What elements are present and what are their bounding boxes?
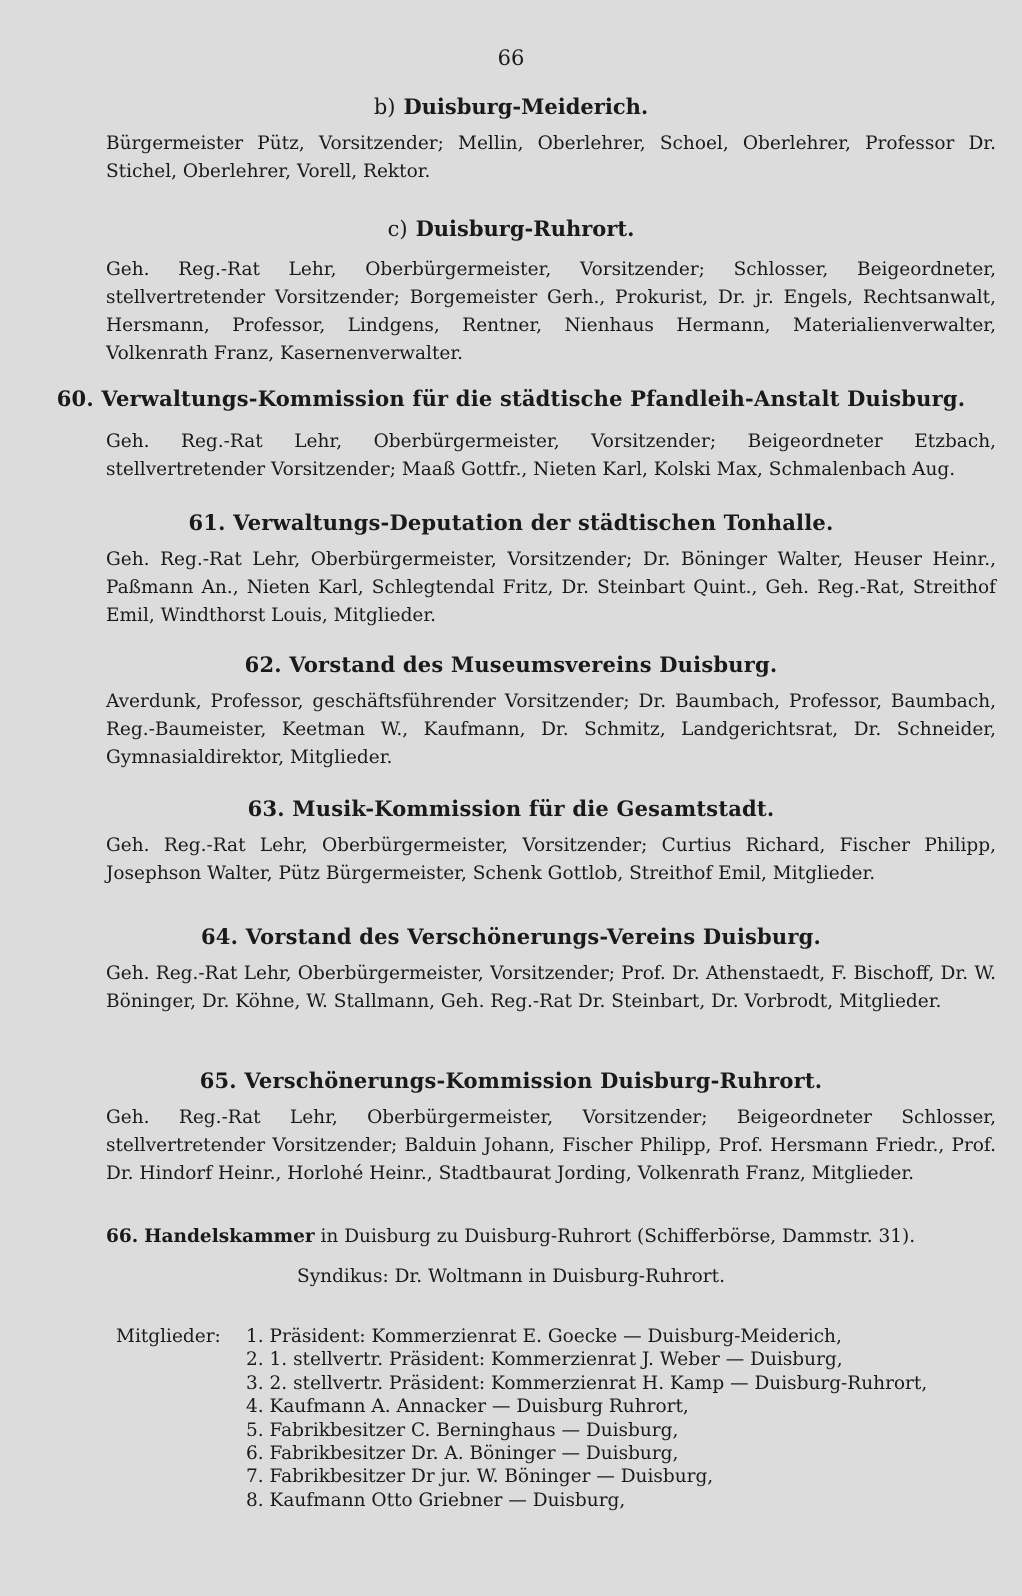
section-66-title: Handelskammer — [144, 1226, 315, 1247]
section-63-text: Geh. Reg.-Rat Lehr, Oberbürgermeister, Vorsitzender; Curtius Richard, Fischer Philipp, Josephson Walter, Pütz Bürgermeister, Schenk Gottlob, Streithof Emil, Mitglieder. — [106, 835, 996, 884]
section-64-title: 64. Vorstand des Verschönerungs-Vereins Duisburg. — [200, 924, 822, 949]
page-number: 66 — [497, 46, 525, 70]
section-65-text: Geh. Reg.-Rat Lehr, Oberbürgermeister, Vorsitzender; Beigeordneter Schlosser, stellvertretender Vorsitzender; Balduin Johann, Fischer Philipp, Prof. Hersmann Friedr., Prof. Dr. Hindorf Heinr., Horlohé Heinr., Stadtbaurat Jording, Volkenrath Franz, Mitglieder. — [106, 1107, 996, 1184]
syndikus-line: Syndikus: Dr. Woltmann in Duisburg-Ruhrort. — [297, 1266, 725, 1287]
section-b-title: Duisburg-Meiderich. — [403, 94, 649, 119]
section-c-text: Geh. Reg.-Rat Lehr, Oberbürgermeister, Vorsitzender; Schlosser, Beigeordneter, stellvertretender Vorsitzender; Borgemeister Gerh., Prokurist, Dr. jr. Engels, Rechtsanwalt, Hersmann, Professor, Lindgens, Rentner, Nienhaus Hermann, Materialienverwalter, Volkenrath Franz, Kasernenverwalter. — [106, 259, 996, 364]
section-62-title: 62. Vorstand des Museumsvereins Duisburg. — [244, 652, 778, 677]
section-c-title: Duisburg-Ruhrort. — [415, 216, 635, 241]
section-60-title: 60. Verwaltungs-Kommission für die städtische Pfandleih-Anstalt Duisburg. — [56, 386, 966, 411]
list-item: 7. Fabrikbesitzer Dr jur. W. Böninger — Duisburg, — [246, 1466, 714, 1488]
section-66-heading — [106, 1226, 915, 1247]
section-66-address: in Duisburg zu Duisburg-Ruhrort (Schifferbörse, Dammstr. 31). — [320, 1226, 916, 1247]
members-label: Mitglieder: — [116, 1326, 221, 1347]
section-65-title: 65. Verschönerungs-Kommission Duisburg-Ruhrort. — [199, 1068, 823, 1093]
section-66-number: 66. — [106, 1226, 139, 1247]
members-list — [246, 1325, 1006, 1512]
list-item: 6. Fabrikbesitzer Dr. A. Böninger — Duisburg, — [246, 1443, 679, 1465]
section-61-text: Geh. Reg.-Rat Lehr, Oberbürgermeister, Vorsitzender; Dr. Böninger Walter, Heuser Heinr., Paßmann An., Nieten Karl, Schlegtendal Fritz, Dr. Steinbart Quint., Geh. Reg.-Rat, Streithof Emil, Windthorst Louis, Mitglieder. — [106, 549, 996, 626]
section-62-text: Averdunk, Professor, geschäftsführender Vorsitzender; Dr. Baumbach, Professor, Baumbach, Reg.-Baumeister, Keetman W., Kaufmann, Dr. Schmitz, Landgerichtsrat, Dr. Schneider, Gymnasialdirektor, Mitglieder. — [106, 691, 996, 768]
section-b-text: Bürgermeister Pütz, Vorsitzender; Mellin, Oberlehrer, Schoel, Oberlehrer, Professor Dr. Stichel, Oberlehrer, Vorell, Rektor. — [106, 133, 996, 182]
list-item: 1. Präsident: Kommerzienrat E. Goecke — Duisburg-Meiderich, — [246, 1326, 842, 1347]
list-item: 4. Kaufmann A. Annacker — Duisburg Ruhrort, — [246, 1396, 689, 1418]
section-64-text: Geh. Reg.-Rat Lehr, Oberbürgermeister, Vorsitzender; Prof. Dr. Athenstaedt, F. Bischoff, Dr. W. Böninger, Dr. Köhne, W. Stallmann, Geh. Reg.-Rat Dr. Steinbart, Dr. Vorbrodt, Mitglieder. — [106, 963, 996, 1012]
list-item: 8. Kaufmann Otto Griebner — Duisburg, — [246, 1489, 626, 1511]
section-60-text: Geh. Reg.-Rat Lehr, Oberbürgermeister, Vorsitzender; Beigeordneter Etzbach, stellvertretender Vorsitzender; Maaß Gottfr., Nieten Karl, Kolski Max, Schmalenbach Aug. — [106, 431, 996, 480]
list-item: 5. Fabrikbesitzer C. Berninghaus — Duisburg, — [246, 1419, 679, 1441]
list-item: 3. 2. stellvertr. Präsident: Kommerzienrat H. Kamp — Duisburg-Ruhrort, — [246, 1372, 928, 1394]
section-b-label: b) — [373, 95, 396, 119]
list-item: 2. 1. stellvertr. Präsident: Kommerzienrat J. Weber — Duisburg, — [246, 1349, 843, 1371]
section-61-title: 61. Verwaltungs-Deputation der städtischen Tonhalle. — [188, 510, 834, 535]
section-63-title: 63. Musik-Kommission für die Gesamtstadt. — [247, 796, 775, 821]
section-c-heading — [0, 216, 1022, 241]
section-c-label: c) — [387, 217, 408, 241]
section-b-heading — [0, 94, 1022, 119]
